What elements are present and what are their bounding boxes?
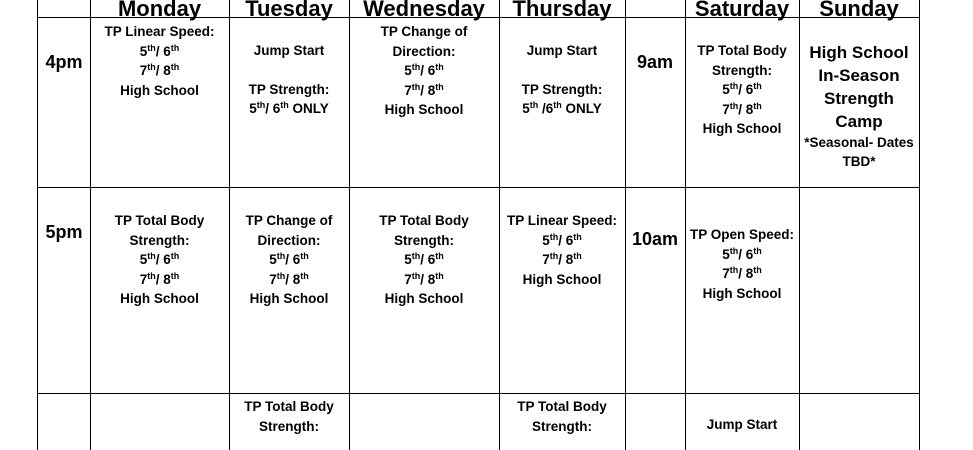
session-title: Strength: bbox=[712, 62, 772, 78]
grade-line: High School bbox=[120, 291, 199, 306]
grade-line: 7th/ 8th bbox=[404, 81, 444, 98]
header-wednesday: Wednesday bbox=[363, 0, 485, 21]
grade-line: 5th/ 6th bbox=[722, 245, 762, 262]
cell-sunday bbox=[799, 41, 919, 171]
cell-thursday-6pm bbox=[499, 397, 625, 436]
time-4pm: 4pm bbox=[45, 52, 83, 72]
grade-line: 7th/ 8th bbox=[404, 270, 444, 287]
session-title: TP Change of bbox=[380, 24, 468, 39]
session-title: TP Strength: bbox=[521, 81, 603, 97]
grade-line: 7th/ 8th bbox=[139, 62, 180, 78]
session-title: TP Strength: bbox=[248, 81, 330, 97]
grade-line: 5th/ 6th ONLY bbox=[249, 100, 329, 116]
header-monday: Monday bbox=[117, 0, 202, 21]
grade-line: 7th/ 8th bbox=[722, 265, 762, 281]
session-title: TP Open Speed: bbox=[689, 227, 795, 242]
grade-line: High School bbox=[120, 82, 199, 98]
grade-line: 7th/ 8th bbox=[542, 251, 582, 267]
session-title: Jump Start bbox=[526, 43, 598, 58]
cell-tuesday-5pm bbox=[229, 211, 349, 309]
camp-line: In-Season bbox=[818, 66, 900, 85]
grade-line: High School bbox=[384, 291, 464, 306]
cell-monday-4pm bbox=[90, 22, 229, 100]
grade-line: High School bbox=[249, 291, 329, 306]
session-title: TP Linear Speed: bbox=[506, 213, 618, 228]
session-title: Strength: bbox=[259, 418, 319, 434]
grade-line: 5th/ 6th bbox=[139, 42, 180, 59]
header-saturday: Saturday bbox=[694, 0, 790, 21]
session-title: TP Linear Speed: bbox=[104, 24, 215, 39]
session-title: Strength: bbox=[532, 418, 592, 434]
header-sunday: Sunday bbox=[819, 0, 899, 21]
grid-line bbox=[37, 393, 920, 394]
session-title: TP Total Body bbox=[114, 213, 205, 228]
grade-line: 5th/ 6th bbox=[722, 81, 762, 97]
cell-saturday-9am bbox=[685, 41, 799, 139]
grid-line bbox=[919, 0, 920, 450]
grade-line: 7th/ 8th bbox=[722, 100, 762, 117]
cell-tuesday-4pm bbox=[229, 41, 349, 119]
grade-line: 5th/ 6th bbox=[542, 231, 582, 248]
session-title: TP Total Body bbox=[697, 43, 787, 58]
cell-thursday-4pm bbox=[499, 41, 625, 119]
session-title: Direction: bbox=[392, 43, 456, 59]
header-thursday: Thursday bbox=[512, 0, 612, 21]
cell-saturday-11am bbox=[685, 415, 799, 435]
time-10am: 10am bbox=[631, 229, 679, 249]
grade-line: 7th/ 8th bbox=[269, 270, 309, 287]
cell-wednesday-4pm bbox=[349, 22, 499, 120]
session-title: Jump Start bbox=[253, 43, 325, 58]
session-title: Jump Start bbox=[706, 417, 778, 432]
camp-line: Camp bbox=[835, 112, 883, 131]
cell-tuesday-6pm bbox=[229, 397, 349, 436]
session-title: Strength: bbox=[394, 232, 454, 248]
grade-line: 5th /6th ONLY bbox=[522, 100, 602, 116]
grade-line: 5th/ 6th bbox=[404, 251, 444, 267]
session-title: Direction: bbox=[257, 232, 321, 248]
grade-line: 5th/ 6th bbox=[139, 251, 180, 267]
cell-wednesday-5pm bbox=[349, 211, 499, 309]
session-title: Strength: bbox=[129, 232, 190, 248]
grid-line bbox=[37, 187, 920, 188]
cell-monday-5pm bbox=[90, 211, 229, 309]
cell-saturday-10am bbox=[685, 225, 799, 303]
session-title: TP Total Body bbox=[379, 213, 469, 228]
session-title: TP Total Body bbox=[517, 399, 607, 414]
grade-line: 5th/ 6th bbox=[269, 251, 309, 267]
time-9am: 9am bbox=[636, 52, 674, 72]
grade-line: High School bbox=[522, 271, 602, 287]
session-title: TP Total Body bbox=[244, 399, 334, 414]
header-tuesday: Tuesday bbox=[245, 0, 333, 21]
grade-line: High School bbox=[702, 285, 782, 301]
time-5pm: 5pm bbox=[45, 222, 83, 242]
grade-line: 5th/ 6th bbox=[404, 62, 444, 78]
grade-line: 7th/ 8th bbox=[139, 270, 180, 287]
camp-line: High School bbox=[809, 43, 909, 62]
camp-line: Strength bbox=[824, 89, 894, 108]
camp-note: *Seasonal- Dates bbox=[804, 135, 914, 150]
session-title: TP Change of bbox=[245, 213, 333, 228]
camp-note: TBD* bbox=[842, 154, 876, 169]
grade-line: High School bbox=[702, 121, 782, 136]
grade-line: High School bbox=[384, 102, 464, 117]
cell-thursday-5pm bbox=[499, 211, 625, 289]
